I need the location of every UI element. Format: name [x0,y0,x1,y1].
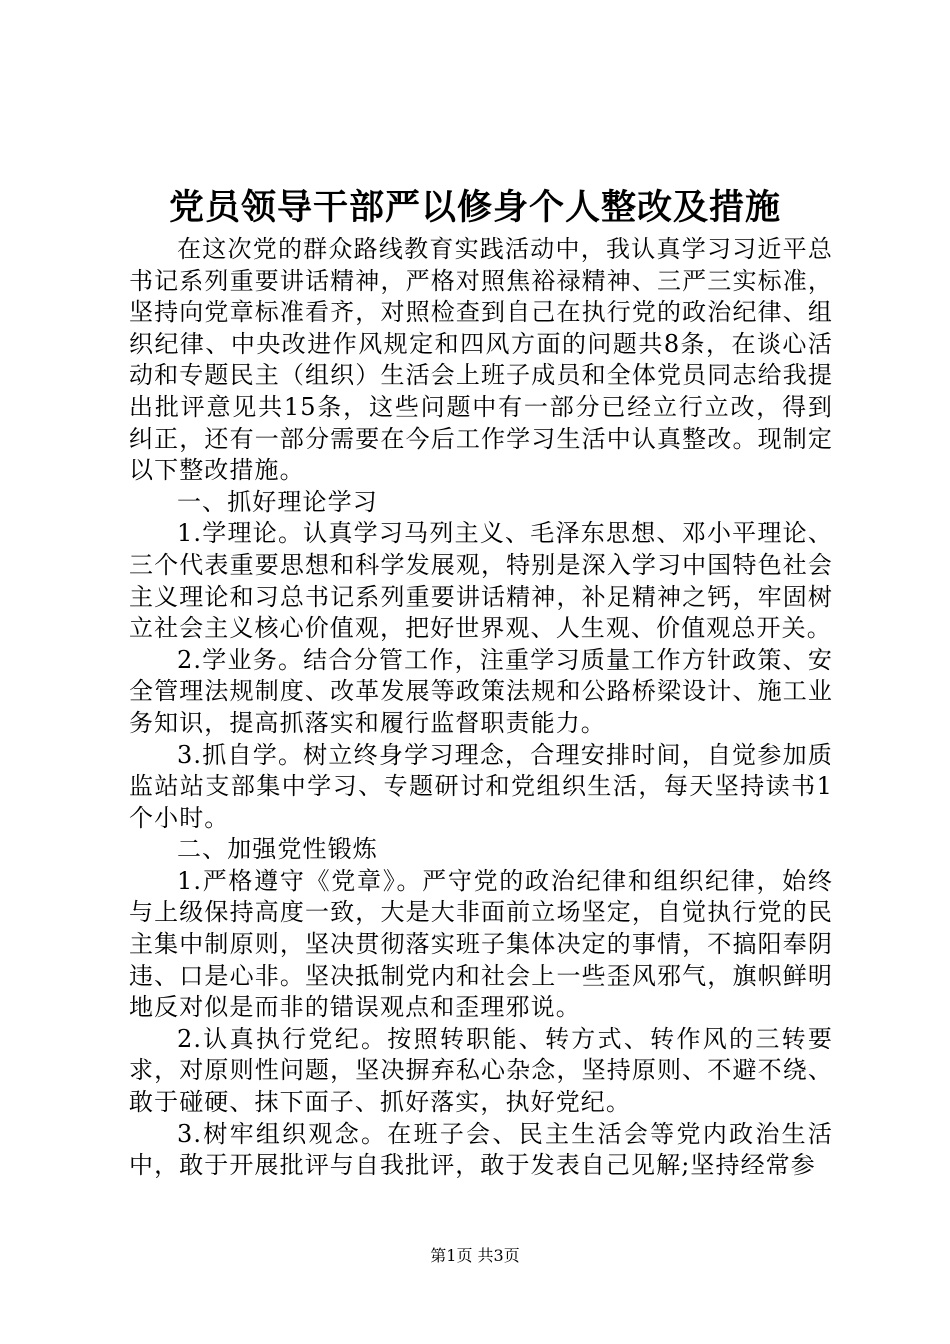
paragraph-organization-concept: 3.树牢组织观念。在班子会、民主生活会等党内政治生活中，敢于开展批评与自我批评，敢于发表自己见解;坚持经常参 [129,1119,833,1180]
paragraph-self-study: 3.抓自学。树立终身学习理念，合理安排时间，自觉参加质监站站支部集中学习、专题研讨和党组织生活，每天坚持读书1个小时。 [129,740,833,832]
paragraph-study-business: 2.学业务。结合分管工作，注重学习质量工作方针政策、安全管理法规制度、改革发展等政策法规和公路桥梁设计、施工业务知识，提高抓落实和履行监督职责能力。 [129,645,833,737]
section-heading-party-training: 二、加强党性锻炼 [177,835,378,864]
page-footer: 第1页 共3页 [430,1246,520,1265]
paragraph-party-constitution: 1.严格遵守《党章》。严守党的政治纪律和组织纪律，始终与上级保持高度一致，大是大非面前立场坚定，自觉执行党的民主集中制原则，坚决贯彻落实班子集体决定的事情，不搞阳奉阴违、口是心非。坚决抵制党内和社会上一些歪风邪气，旗帜鲜明地反对似是而非的错误观点和歪理邪说。 [129,866,833,1022]
section-heading-theory-study: 一、抓好理论学习 [177,487,378,516]
document-body [129,234,833,1182]
intro-paragraph: 在这次党的群众路线教育实践活动中，我认真学习习近平总书记系列重要讲话精神，严格对照焦裕禄精神、三严三实标准，坚持向党章标准看齐，对照检查到自己在执行党的政治纪律、组织纪律、中央改进作风规定和四风方面的问题共8条，在谈心活动和专题民主（组织）生活会上班子成员和全体党员同志给我提出批评意见共15条，这些问题中有一部分已经立行立改，得到纠正，还有一部分需要在今后工作学习生活中认真整改。现制定以下整改措施。 [129,235,833,485]
paragraph-study-theory: 1.学理论。认真学习马列主义、毛泽东思想、邓小平理论、三个代表重要思想和科学发展观，特别是深入学习中国特色社会主义理论和习总书记系列重要讲话精神，补足精神之钙，牢固树立社会主义核心价值观，把好世界观、人生观、价值观总开关。 [129,519,833,643]
paragraph-party-discipline: 2.认真执行党纪。按照转职能、转方式、转作风的三转要求，对原则性问题，坚决摒弃私心杂念，坚持原则、不避不绕、敢于碰硬、抹下面子、抓好落实，执好党纪。 [129,1024,833,1117]
document-title: 党员领导干部严以修身个人整改及措施 [168,187,781,228]
